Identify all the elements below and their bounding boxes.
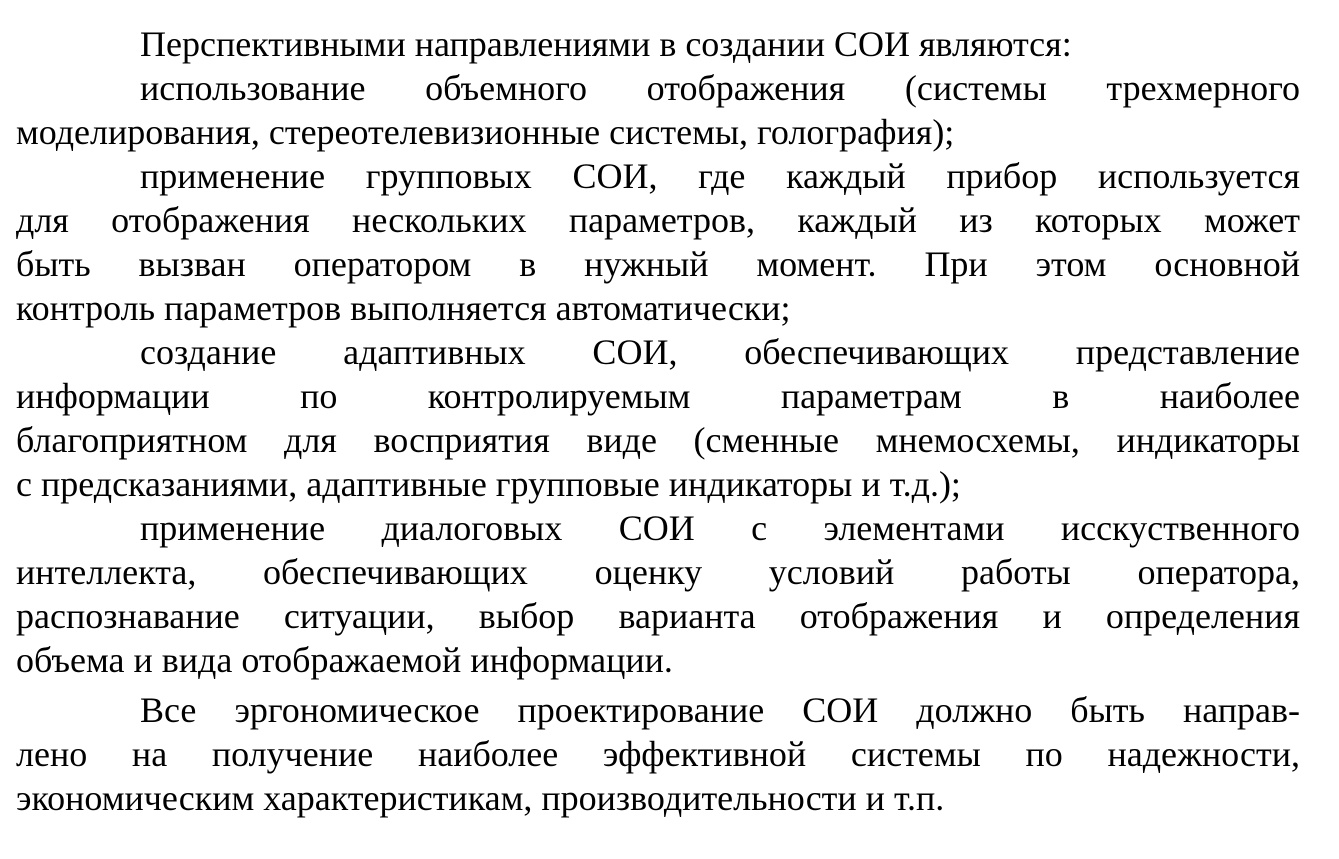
text-line: контроль параметров выполняется автоматически; xyxy=(16,288,791,328)
item-3-paragraph xyxy=(16,330,1300,506)
item-1-paragraph xyxy=(16,66,1300,154)
item-4-paragraph xyxy=(16,506,1300,682)
item-2-paragraph xyxy=(16,154,1300,330)
text-line: благоприятном для восприятия виде (сменные мнемосхемы, индикаторы xyxy=(16,420,1300,460)
text-line: использование объемного отображения (системы трехмерного xyxy=(140,68,1300,108)
text-line: для отображения нескольких параметров, каждый из которых может xyxy=(16,200,1300,240)
text-line: Перспективными направлениями в создании СОИ являются: xyxy=(140,24,1072,64)
text-line: Все эргономическое проектирование СОИ должно быть направ- xyxy=(140,690,1300,730)
text-line: применение диалоговых СОИ с элементами исскуственного xyxy=(140,508,1300,548)
text-line: лено на получение наиболее эффективной системы по надежности, xyxy=(16,734,1300,774)
document-page xyxy=(16,0,1300,820)
text-line: применение групповых СОИ, где каждый прибор используется xyxy=(140,156,1300,196)
cropped-previous-line xyxy=(16,0,1300,22)
text-line: информации по контролируемым параметрам в наиболее xyxy=(16,376,1300,416)
text-line: создание адаптивных СОИ, обеспечивающих представление xyxy=(140,332,1300,372)
text-line: с предсказаниями, адаптивные групповые индикаторы и т.д.); xyxy=(16,464,961,504)
intro-paragraph xyxy=(16,22,1300,66)
text-line: интеллекта, обеспечивающих оценку условий работы оператора, xyxy=(16,552,1300,592)
text-line: объема и вида отображаемой информации. xyxy=(16,640,673,680)
text-line: экономическим характеристикам, производительности и т.п. xyxy=(16,778,945,818)
text-line: быть вызван оператором в нужный момент. При этом основной xyxy=(16,244,1300,284)
text-line: распознавание ситуации, выбор варианта отображения и определения xyxy=(16,596,1300,636)
conclusion-paragraph xyxy=(16,688,1300,820)
text-line: моделирования, стереотелевизионные системы, голография); xyxy=(16,112,955,152)
